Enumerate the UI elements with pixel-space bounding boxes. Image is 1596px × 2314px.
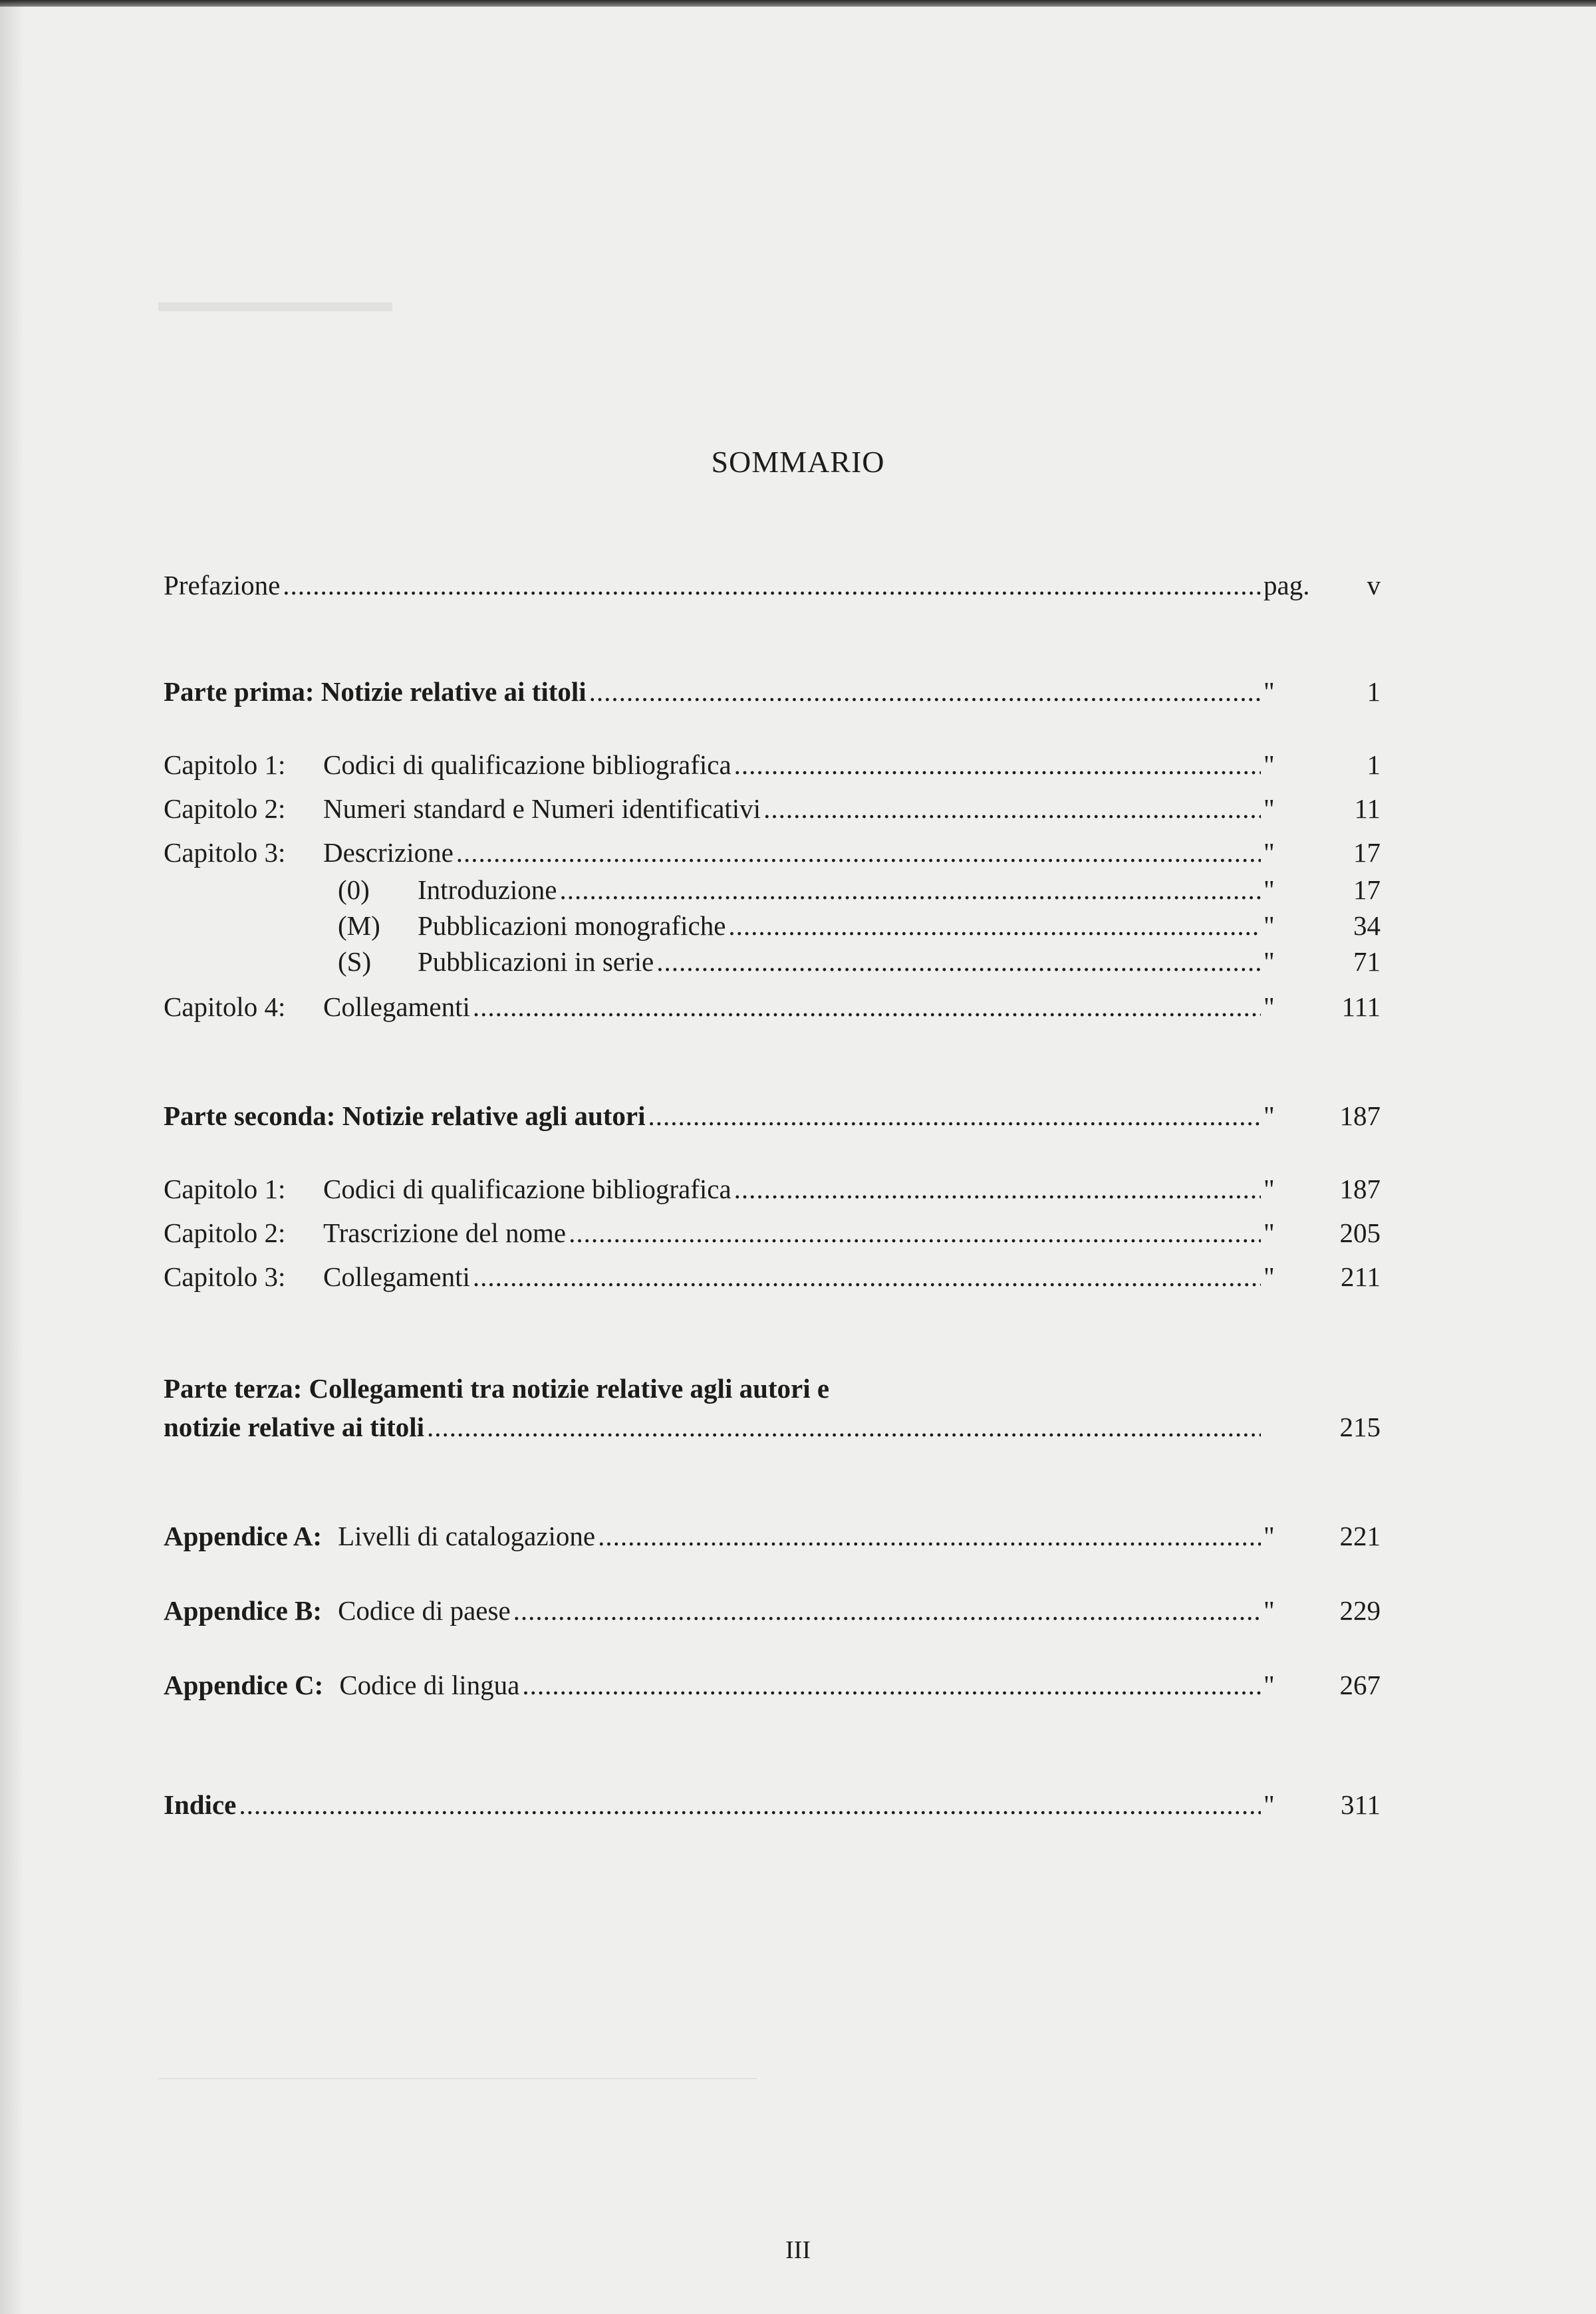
- ditto-mark: ": [1264, 874, 1275, 905]
- toc-entry-label: Pubblicazioni in serie: [418, 946, 654, 977]
- appendix-label: Appendice C:: [164, 1670, 324, 1700]
- chapter-number: Capitolo 2:: [164, 793, 286, 824]
- page-number: 1: [1367, 749, 1381, 780]
- toc-entry-label: Prefazione: [164, 570, 281, 600]
- toc-part-seconda[interactable]: [164, 1096, 1381, 1136]
- toc-part-label: Parte prima: Notizie relative ai titoli: [164, 676, 587, 707]
- chapter-number: Capitolo 1:: [164, 749, 286, 780]
- page-number: 17: [1353, 837, 1381, 868]
- ditto-mark: ": [1264, 991, 1275, 1022]
- toc-entry-label: Pubblicazioni monografiche: [418, 910, 726, 941]
- page-number: 229: [1339, 1595, 1381, 1626]
- toc-appendix-a[interactable]: [164, 1516, 1381, 1556]
- leader-dots: [239, 1785, 1261, 1825]
- appendix-label: Appendice A:: [164, 1521, 323, 1551]
- toc-appendix-b[interactable]: [164, 1591, 1381, 1630]
- toc-part-terza[interactable]: [164, 1407, 1381, 1447]
- chapter-number: Capitolo 4:: [164, 991, 286, 1022]
- leader-dots: [559, 870, 1261, 910]
- page-number: 17: [1353, 874, 1381, 905]
- leader-dots: [734, 745, 1261, 785]
- toc-entry-label: Collegamenti: [323, 991, 470, 1022]
- ditto-mark: ": [1264, 1670, 1275, 1700]
- leader-dots: [473, 1257, 1261, 1297]
- ditto-mark: ": [1264, 676, 1275, 707]
- leader-dots: [598, 1516, 1261, 1556]
- toc-entry-label: Livelli di catalogazione: [338, 1521, 596, 1551]
- page-number: 221: [1339, 1521, 1381, 1551]
- ditto-mark: ": [1264, 749, 1275, 780]
- page-number: 34: [1353, 910, 1381, 941]
- toc-entry-prefazione[interactable]: [164, 565, 1381, 605]
- toc-entry-chapter[interactable]: [164, 789, 1381, 829]
- toc-entry-section[interactable]: [164, 906, 1381, 946]
- leader-dots: [728, 906, 1261, 946]
- toc-appendix-c[interactable]: [164, 1665, 1381, 1705]
- bleed-through-heading: ▬▬▬▬▬▬▬▬: [158, 285, 392, 318]
- leader-dots: [648, 1096, 1261, 1136]
- page-title: SOMMARIO: [711, 445, 885, 479]
- toc-part-prima[interactable]: [164, 672, 1381, 711]
- toc-entry-label: Codice di lingua: [339, 1670, 520, 1700]
- toc-entry-chapter[interactable]: [164, 1257, 1381, 1297]
- toc-entry-label: Codice di paese: [338, 1595, 511, 1626]
- toc-entry-label: Numeri standard e Numeri identificativi: [323, 793, 761, 824]
- page-number: 211: [1341, 1261, 1381, 1292]
- toc-part-label: notizie relative ai titoli: [164, 1412, 425, 1442]
- leader-dots: [283, 565, 1261, 605]
- ditto-mark: ": [1264, 910, 1275, 941]
- section-code: (S): [338, 946, 372, 977]
- leader-dots: [522, 1665, 1261, 1705]
- toc-entry-chapter[interactable]: [164, 1213, 1381, 1253]
- toc-entry-label: Codici di qualificazione bibliografica: [323, 1174, 732, 1204]
- leader-dots: [473, 987, 1261, 1027]
- leader-dots: [456, 833, 1261, 872]
- toc-entry-label: Collegamenti: [323, 1261, 470, 1292]
- leader-dots: [656, 942, 1261, 981]
- toc-entry-chapter[interactable]: [164, 833, 1381, 872]
- appendix-label: Appendice B:: [164, 1595, 323, 1626]
- ditto-mark: ": [1264, 1100, 1275, 1131]
- toc-entry-chapter[interactable]: [164, 1169, 1381, 1209]
- ditto-mark: ": [1264, 837, 1275, 868]
- ditto-mark: ": [1264, 1261, 1275, 1292]
- page-number: 71: [1353, 946, 1381, 977]
- chapter-number: Capitolo 3:: [164, 837, 286, 868]
- chapter-number: Capitolo 2:: [164, 1218, 286, 1248]
- page-number: 267: [1339, 1670, 1381, 1700]
- page-number: 187: [1339, 1174, 1381, 1204]
- toc-entry-label: Codici di qualificazione bibliografica: [323, 749, 732, 780]
- section-code: (0): [338, 874, 370, 905]
- toc-entry-label: Indice: [164, 1789, 237, 1820]
- page-number: 11: [1354, 793, 1381, 824]
- page-number: 215: [1339, 1412, 1381, 1442]
- toc-entry-label: Introduzione: [418, 874, 557, 905]
- toc-entry-label: Trascrizione del nome: [323, 1218, 567, 1248]
- toc-part-terza-line1[interactable]: Parte terza: Collegamenti tra notizie relative agli autori e: [164, 1373, 830, 1404]
- leader-dots: [763, 789, 1261, 829]
- toc-entry-chapter[interactable]: [164, 745, 1381, 785]
- page-number: 205: [1339, 1218, 1381, 1248]
- toc-entry-label: Descrizione: [323, 837, 454, 868]
- toc-part-label: Parte seconda: Notizie relative agli autori: [164, 1100, 646, 1131]
- ditto-mark: ": [1264, 946, 1275, 977]
- toc-entry-indice[interactable]: [164, 1785, 1381, 1825]
- page-folio: III: [785, 2236, 811, 2264]
- page-number: v: [1367, 570, 1381, 600]
- toc-entry-section[interactable]: [164, 942, 1381, 981]
- toc-entry-section[interactable]: [164, 870, 1381, 910]
- leader-dots: [427, 1407, 1261, 1447]
- page-number: 311: [1341, 1789, 1381, 1820]
- leader-dots: [734, 1169, 1261, 1209]
- chapter-number: Capitolo 3:: [164, 1261, 286, 1292]
- chapter-number: Capitolo 1:: [164, 1174, 286, 1204]
- page-label: pag.: [1264, 570, 1310, 600]
- ditto-mark: ": [1264, 793, 1275, 824]
- ditto-mark: ": [1264, 1595, 1275, 1626]
- section-code: (M): [338, 910, 380, 941]
- page-number: 1: [1367, 676, 1381, 707]
- page-number: 187: [1339, 1100, 1381, 1131]
- ditto-mark: ": [1264, 1174, 1275, 1204]
- toc-entry-chapter[interactable]: [164, 987, 1381, 1027]
- page-number: 111: [1341, 991, 1381, 1022]
- leader-dots: [513, 1591, 1261, 1630]
- ditto-mark: ": [1264, 1218, 1275, 1248]
- ditto-mark: ": [1264, 1789, 1275, 1820]
- leader-dots: [589, 672, 1261, 711]
- leader-dots: [569, 1213, 1261, 1253]
- ditto-mark: ": [1264, 1521, 1275, 1551]
